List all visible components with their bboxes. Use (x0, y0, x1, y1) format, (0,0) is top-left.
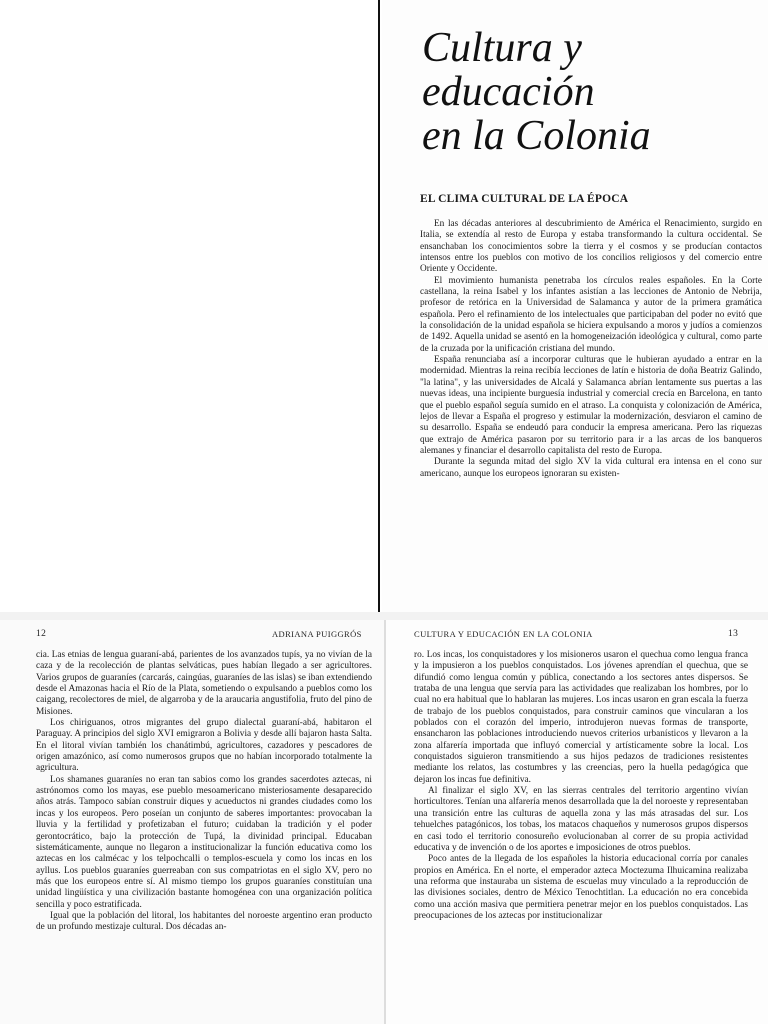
right-page (386, 620, 768, 1024)
chapter-opening-page (382, 0, 768, 612)
running-head-chapter: CULTURA Y EDUCACIÓN EN LA COLONIA (414, 629, 593, 639)
paragraph: ro. Los incas, los conquistadores y los misioneros usaron el quechua como lengua franca y la impusieron a los pueblos conquistados. Los jóvenes aprendían el quechua, que se difundió como lengua común y pública, conectando a los sectores antes dispersos. Se trataba de una lengua que servía para las actividades que realizaban los hombres, por lo cual no era habitual que lo hablaran las mujeres. Los incas usaron en gran escala la fuerza de trabajo de los pueblos conquistados, para construir caminos que vincularan a los poblados con el corazón del imperio, introdujeron nuevas formas de transporte, ensancharon las poblaciones introduciendo nuevos criterios urbanísticos y llevaron a la zona alfarería importada que influyó comercial y artísticamente sobre la local. Los conquistados siguieron transmitiendo a sus hijos pedazos de tradiciones resistentes mediante los relatos, las costumbres y las creencias, pero la huella pedagógica que dejaron los incas fue definitiva. (414, 650, 748, 785)
section-heading: EL CLIMA CULTURAL DE LA ÉPOCA (420, 193, 629, 205)
paragraph: Poco antes de la llegada de los españoles la historia educacional corría por canales propios en América. En el norte, el emperador azteca Moctezuma Ilhuicamina realizaba una reforma que instauraba un sistema de escuelas muy vinculado a la reproducción de las divisiones sociales, dentro de México Tenochtitlan. La educación no era concebida como una acción masiva que permitiera penetrar mejor en los pueblos conquistados. Las preocupaciones de los aztecas por institucionalizar (414, 854, 748, 921)
running-head-author: ADRIANA PUIGGRÓS (272, 629, 362, 639)
paragraph: Los chiriguanos, otros migrantes del grupo dialectal guaraní-abá, habitaron el Paraguay. A principios del siglo XVI emigraron a Bolivia y desde allí bajaron hasta Salta. En el litoral vivían también los chanátimbú, agricultores, cazadores y pescadores de origen amazónico, así como numerosos grupos que no habían incorporado totalmente la agricultura. (36, 718, 372, 774)
blank-left-page (0, 0, 378, 612)
left-page (0, 620, 384, 1024)
page-number: 13 (728, 629, 739, 639)
paragraph: cia. Las etnias de lengua guaraní-abá, parientes de los avanzados tupís, ya no vivían de la caza y de la recolección de plantas selváticas, pues habían llegado a ser agricultores. Varios grupos de guaraníes (carcarás, caingúas, guaraníes de las islas) se iban extendiendo desde el Amazonas hacia el Río de la Plata, sometiendo o expulsando a pueblos como los caigang, recolectores de miel, de algarroba y de la araucaria angustifolia, fruto del pino de Misiones. (36, 650, 372, 717)
paragraph: Los shamanes guaraníes no eran tan sabios como los grandes sacerdotes aztecas, ni astrónomos como los mayas, ese pueblo mesoamericano misteriosamente desaparecido años atrás. Tampoco sabían construir diques y acueductos ni grandes ciudades como los incas y los europeos. Pero poseían un conjunto de saberes importantes: provocaban la lluvia y la fertilidad y profetizaban el futuro; cuidaban la tradición y el poder gerontocrático, bajo la protección de Tupá, la divinidad principal. Educaban sistemáticamente, aunque no llegaron a institucionalizar la función educativa como los aztecas en los calmécac y los telpochcalli o templos-escuela y como los incas en los ayllus. Los pueblos guaraníes guerreaban con sus compatriotas en el siglo XV, pero no más que los europeos entre sí. Al mismo tiempo los grupos guaraníes constituían una unidad lingüística y una civilización bastante homogénea con una organización política sencilla y poco estratificada. (36, 774, 372, 910)
spread-divider (0, 612, 768, 620)
chapter-title-line: en la Colonia (422, 113, 651, 159)
right-page-body-text (414, 650, 748, 922)
chapter-title-line: Cultura y (422, 25, 582, 71)
paragraph: España renunciaba así a incorporar culturas que le hubieran ayudado a entrar en la modernidad. Mientras la reina recibía lecciones de latín e historia de doña Beatriz Galindo, "la latina", y las universidades de Alcalá y Salamanca abrían lentamente sus puertas a las nuevas ideas, una incipiente burguesía industrial y comercial crecía en Barcelona, en tanto que el pueblo español seguía sumido en el atraso. La conquista y colonización de América, lejos de llevar a España el progreso y estimular la modernización, desviaron el camino de su desarrollo. España se endeudó para conducir la empresa americana. Pero las riquezas que extrajo de América pasaron por su territorio para ir a las arcas de los banqueros alemanes y financiar el desarrollo capitalista del resto de Europa. (420, 355, 762, 456)
paragraph: Durante la segunda mitad del siglo XV la vida cultural era intensa en el cono sur americano, aunque los europeos ignoraran su existen- (420, 457, 762, 479)
paragraph: En las décadas anteriores al descubrimiento de América el Renacimiento, surgido en Italia, se extendía al resto de Europa y estaba transformando la cultura occidental. Se ensanchaban los conocimientos sobre la tierra y el cosmos y se producían contactos intensos entre los pueblos con motivo de los concilios religiosos y del comercio entre Oriente y Occidente. (420, 219, 762, 275)
paragraph: Igual que la población del litoral, los habitantes del noroeste argentino eran producto de un profundo mestizaje cultural. Dos décadas an- (36, 910, 372, 933)
left-page-body-text (36, 650, 372, 934)
chapter-title-line: educación (422, 69, 595, 115)
book-spine-top (378, 0, 380, 612)
paragraph: El movimiento humanista penetraba los círculos reales españoles. En la Corte castellana, la reina Isabel y los infantes asistían a las lecciones de Antonio de Nebrija, profesor de retórica en la Universidad de Salamanca y autor de la primera gramática española. Pero el refinamiento de los intelectuales que participaban del poder no evitó que la consolidación de la unidad española se hiciera expulsando a moros y judíos a comienzos de 1492. Aquella unidad se asentó en la homogeneización ideológica y cultural, como parte de la cruzada por la unificación cristiana del mundo. (420, 275, 762, 354)
paragraph: Al finalizar el siglo XV, en las sierras centrales del territorio argentino vivían horticultores. Tenían una alfarería menos desarrollada que la del noroeste y representaban una transición entre las culturas de aquella zona y las más atrasadas del sur. Los tehuelches patagónicos, los tobas, los matacos chaqueños y numerosos grupos dispersos en casi todo el territorio conosureño evolucionaban al correr de su propia actividad educativa y de invención o de los aportes e imposiciones de otros pueblos. (414, 786, 748, 853)
chapter-title (422, 26, 752, 158)
chapter-body-text (420, 219, 762, 480)
page-number: 12 (36, 629, 47, 639)
